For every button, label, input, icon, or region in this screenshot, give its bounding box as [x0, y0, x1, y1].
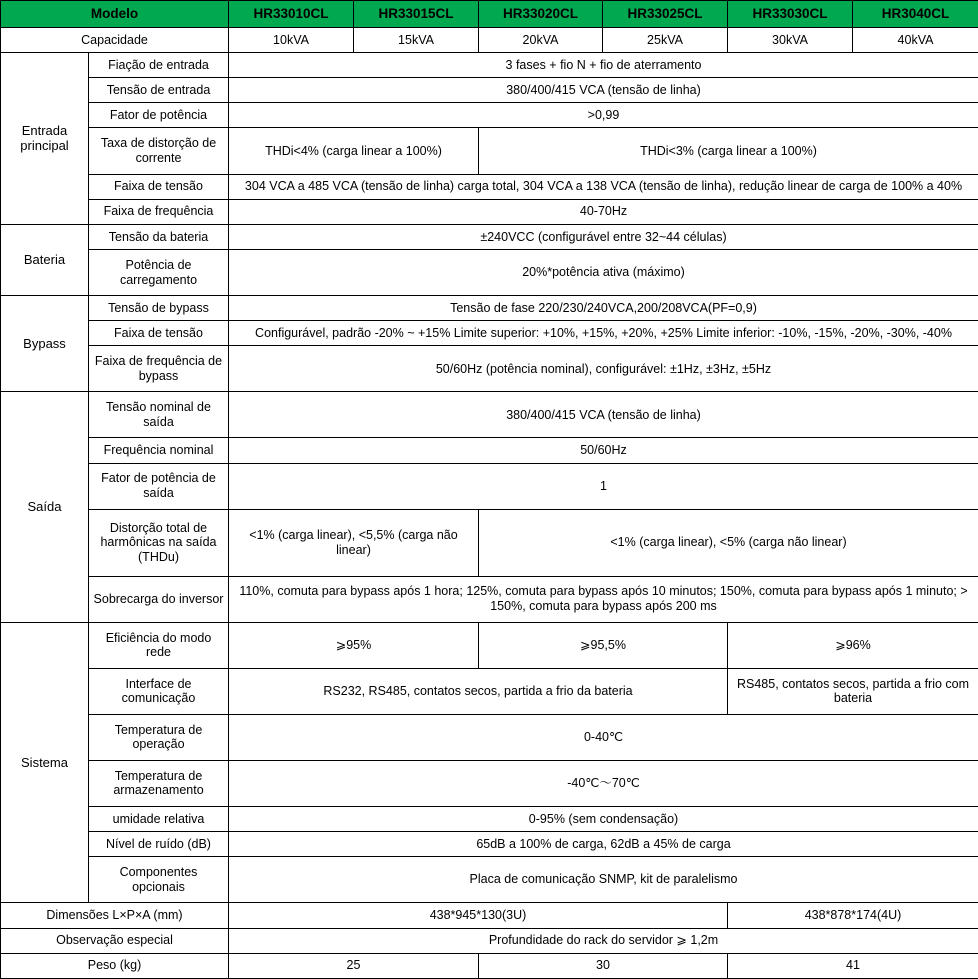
- footer-row-value: 438*878*174(4U): [728, 903, 978, 928]
- spec-row: [1, 806, 978, 831]
- spec-row-label: Nível de ruído (dB): [89, 832, 229, 857]
- spec-row-value: 65dB a 100% de carga, 62dB a 45% de carga: [229, 832, 978, 857]
- footer-row-value: Profundidade do rack do servidor ⩾ 1,2m: [229, 928, 978, 953]
- spec-row: [1, 832, 978, 857]
- capacity-value: 10kVA: [229, 27, 354, 52]
- group-label-bateria: Bateria: [1, 224, 89, 295]
- spec-row-value: RS232, RS485, contatos secos, partida a frio da bateria: [229, 668, 728, 714]
- model-header-hr33030cl: HR33030CL: [728, 1, 853, 28]
- model-header-hr33020cl: HR33020CL: [479, 1, 603, 28]
- spec-row-label: Temperatura de armazenamento: [89, 760, 229, 806]
- spec-row: [1, 199, 978, 224]
- spec-row-label: Potência de carregamento: [89, 249, 229, 295]
- spec-row-label: Interface de comunicação: [89, 668, 229, 714]
- spec-row: [1, 509, 978, 576]
- capacity-row: [1, 27, 978, 52]
- footer-row: [1, 928, 978, 953]
- footer-row-label: Peso (kg): [1, 953, 229, 978]
- footer-row: [1, 953, 978, 978]
- spec-row-value: THDi<3% (carga linear a 100%): [479, 128, 978, 174]
- spec-row-value: ±240VCC (configurável entre 32~44 células): [229, 224, 978, 249]
- capacity-value: 25kVA: [603, 27, 728, 52]
- spec-row: [1, 760, 978, 806]
- spec-row: [1, 224, 978, 249]
- spec-row: [1, 174, 978, 199]
- spec-row: [1, 103, 978, 128]
- group-label-saída: Saída: [1, 392, 89, 622]
- spec-row-value: 304 VCA a 485 VCA (tensão de linha) carga total, 304 VCA a 138 VCA (tensão de linha), redução linear de carga de 100% a 40%: [229, 174, 978, 199]
- spec-row-value: 0-40℃: [229, 714, 978, 760]
- spec-row-label: Tensão de bypass: [89, 296, 229, 321]
- spec-row-label: Componentes opcionais: [89, 857, 229, 903]
- spec-row: [1, 78, 978, 103]
- spec-row-label: Fator de potência de saída: [89, 463, 229, 509]
- spec-row-value: 3 fases + fio N + fio de aterramento: [229, 52, 978, 77]
- spec-row: [1, 128, 978, 174]
- spec-row-value: Configurável, padrão -20% ~ +15% Limite superior: +10%, +15%, +20%, +25% Limite inferior: -10%, -15%, -20%, -30%, -40%: [229, 321, 978, 346]
- spec-row-label: Tensão da bateria: [89, 224, 229, 249]
- spec-row: [1, 249, 978, 295]
- footer-row-value: 41: [728, 953, 978, 978]
- group-label-bypass: Bypass: [1, 296, 89, 392]
- spec-row-value: ⩾95,5%: [479, 622, 728, 668]
- spec-row: [1, 714, 978, 760]
- footer-row-value: 30: [479, 953, 728, 978]
- spec-row: [1, 857, 978, 903]
- spec-row: [1, 321, 978, 346]
- spec-row-value: 40-70Hz: [229, 199, 978, 224]
- spec-row-label: Taxa de distorção de corrente: [89, 128, 229, 174]
- spec-row-value: 20%*potência ativa (máximo): [229, 249, 978, 295]
- group-label-sistema: Sistema: [1, 622, 89, 903]
- spec-row-value: <1% (carga linear), <5% (carga não linear): [479, 509, 978, 576]
- capacity-value: 15kVA: [354, 27, 479, 52]
- spec-row-value: RS485, contatos secos, partida a frio com bateria: [728, 668, 978, 714]
- spec-row-value: Placa de comunicação SNMP, kit de paralelismo: [229, 857, 978, 903]
- spec-row: [1, 463, 978, 509]
- spec-row-label: Fiação de entrada: [89, 52, 229, 77]
- spec-row: [1, 296, 978, 321]
- footer-row-value: 25: [229, 953, 479, 978]
- spec-row-value: <1% (carga linear), <5,5% (carga não linear): [229, 509, 479, 576]
- spec-row-value: 380/400/415 VCA (tensão de linha): [229, 78, 978, 103]
- spec-row: [1, 576, 978, 622]
- spec-row-label: Tensão de entrada: [89, 78, 229, 103]
- spec-row-value: ⩾95%: [229, 622, 479, 668]
- spec-row: [1, 346, 978, 392]
- spec-row: [1, 622, 978, 668]
- spec-row-value: -40℃～70℃: [229, 760, 978, 806]
- spec-row-label: Sobrecarga do inversor: [89, 576, 229, 622]
- spec-row: [1, 392, 978, 438]
- model-header-label: Modelo: [1, 1, 229, 28]
- capacity-value: 30kVA: [728, 27, 853, 52]
- capacity-value: 20kVA: [479, 27, 603, 52]
- model-header-hr33010cl: HR33010CL: [229, 1, 354, 28]
- spec-row-value: 50/60Hz: [229, 438, 978, 463]
- footer-row-label: Observação especial: [1, 928, 229, 953]
- spec-row-label: Faixa de tensão: [89, 174, 229, 199]
- spec-row-label: Faixa de frequência: [89, 199, 229, 224]
- spec-row-value: >0,99: [229, 103, 978, 128]
- capacity-value: 40kVA: [853, 27, 978, 52]
- spec-row-value: 1: [229, 463, 978, 509]
- group-label-entrada-principal: Entrada principal: [1, 52, 89, 224]
- spec-row: [1, 438, 978, 463]
- spec-row: [1, 668, 978, 714]
- spec-row-value: ⩾96%: [728, 622, 978, 668]
- spec-row-value: 50/60Hz (potência nominal), configurável: ±1Hz, ±3Hz, ±5Hz: [229, 346, 978, 392]
- capacity-label: Capacidade: [1, 27, 229, 52]
- spec-row: [1, 52, 978, 77]
- model-header-hr3040cl: HR3040CL: [853, 1, 978, 28]
- spec-row-label: umidade relativa: [89, 806, 229, 831]
- model-header-hr33025cl: HR33025CL: [603, 1, 728, 28]
- model-header-hr33015cl: HR33015CL: [354, 1, 479, 28]
- spec-row-label: Faixa de frequência de bypass: [89, 346, 229, 392]
- header-row: [1, 1, 978, 28]
- spec-row-value: 380/400/415 VCA (tensão de linha): [229, 392, 978, 438]
- spec-row-value: 110%, comuta para bypass após 1 hora; 125%, comuta para bypass após 10 minutos; 150%, comuta para bypass após 1 minuto; > 150%, comuta para bypass após 200 ms: [229, 576, 978, 622]
- spec-row-label: Eficiência do modo rede: [89, 622, 229, 668]
- spec-row-label: Faixa de tensão: [89, 321, 229, 346]
- footer-row-value: 438*945*130(3U): [229, 903, 728, 928]
- footer-row: [1, 903, 978, 928]
- spec-row-label: Tensão nominal de saída: [89, 392, 229, 438]
- spec-row-value: THDi<4% (carga linear a 100%): [229, 128, 479, 174]
- spec-row-label: Frequência nominal: [89, 438, 229, 463]
- footer-row-label: Dimensões L×P×A (mm): [1, 903, 229, 928]
- spec-row-value: 0-95% (sem condensação): [229, 806, 978, 831]
- spec-row-label: Temperatura de operação: [89, 714, 229, 760]
- spec-row-value: Tensão de fase 220/230/240VCA,200/208VCA(PF=0,9): [229, 296, 978, 321]
- spec-row-label: Fator de potência: [89, 103, 229, 128]
- spec-row-label: Distorção total de harmônicas na saída (THDu): [89, 509, 229, 576]
